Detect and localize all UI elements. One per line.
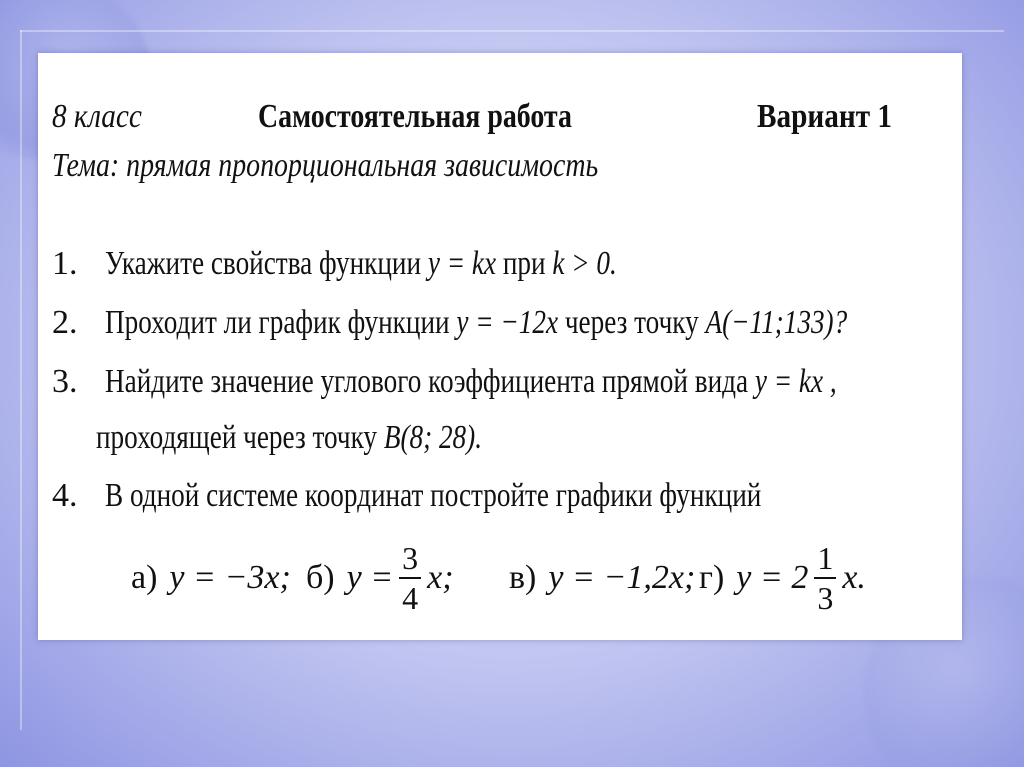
task-text: Найдите значение углового коэффициента прямой вида (104, 363, 748, 400)
option-a (131, 533, 291, 623)
variant-label: Вариант 1 (757, 98, 892, 135)
task-number: 1. (52, 245, 78, 282)
task-text: Проходит ли график функции (104, 304, 450, 341)
task-formula: y = −12x (455, 304, 558, 341)
frame-line (20, 30, 1004, 32)
option-b (306, 533, 454, 623)
task-2 (52, 300, 1024, 346)
task-number: 4. (52, 477, 78, 514)
fraction-denominator: 3 (817, 580, 834, 616)
option-v (509, 533, 695, 623)
option-label: б) (306, 559, 335, 596)
fraction-denominator: 4 (402, 580, 419, 616)
fraction (814, 542, 836, 614)
option-g (699, 533, 866, 623)
slide-content (38, 53, 962, 640)
option-prefix: y = 2 (736, 559, 809, 596)
option-label: г) (699, 559, 725, 596)
fraction-numerator: 1 (817, 540, 834, 576)
task-formula: k > 0. (551, 245, 617, 282)
task-formula: B(8; 28). (383, 419, 483, 456)
option-formula: y = −1,2x; (548, 559, 696, 596)
task-4 (52, 473, 925, 519)
task-text: через точку (564, 304, 699, 341)
task-3 (52, 359, 1019, 405)
fraction (399, 542, 421, 614)
option-suffix: x. (842, 559, 866, 596)
task-text: проходящей через точку (96, 419, 378, 456)
task-text: В одной системе координат постройте графики функций (104, 477, 761, 514)
task-formula: y = kx (427, 245, 496, 282)
option-formula: y = −3x; (169, 559, 291, 596)
task-1 (52, 241, 744, 287)
task-text: Укажите свойства функции (104, 245, 421, 282)
work-title: Самостоятельная работа (258, 98, 572, 135)
option-label: а) (131, 559, 158, 596)
fraction-numerator: 3 (402, 540, 419, 576)
task-formula: y = kx , (754, 363, 837, 400)
frame-line (20, 30, 22, 730)
option-suffix: x; (427, 559, 454, 596)
function-options (131, 533, 891, 623)
topic-line: Тема: прямая пропорциональная зависимость (52, 147, 599, 184)
grade-label: 8 класс (52, 98, 142, 135)
task-formula: A(−11;133)? (704, 304, 847, 341)
header-row (52, 93, 932, 141)
option-label: в) (509, 559, 537, 596)
task-3-continuation (96, 415, 482, 461)
task-number: 3. (52, 363, 78, 400)
task-number: 2. (52, 304, 78, 341)
task-text: при (502, 245, 546, 282)
option-prefix: y = (346, 559, 394, 596)
